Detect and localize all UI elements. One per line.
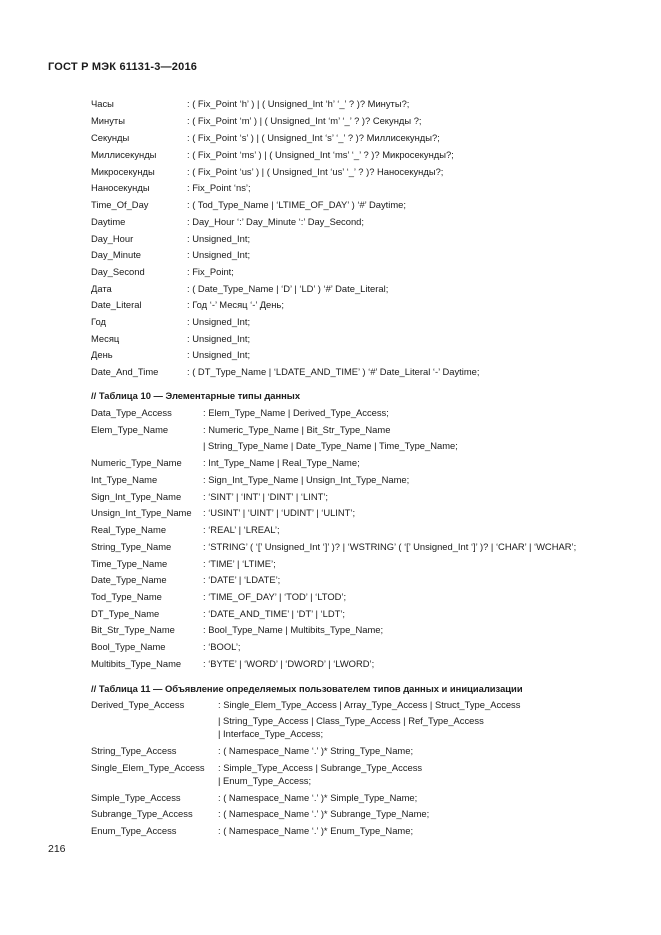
rule-definition: : ‘TIME_OF_DAY’ | ‘TOD’ | ‘LTOD’; <box>203 591 347 602</box>
rule-term: Unsign_Int_Type_Name <box>91 507 192 518</box>
rule-term: Миллисекунды <box>91 149 157 160</box>
rule-definition: : ( Namespace_Name ‘.’ )* Subrange_Type_Name; <box>218 808 430 819</box>
rule-definition: : ( Fix_Point ‘us’ ) | ( Unsigned_Int ‘us’ ‘_’ ? )? Наносекунды?; <box>187 166 444 177</box>
rule-definition: : ‘SINT’ | ‘INT’ | ‘DINT’ | ‘LINT’; <box>203 491 329 502</box>
rule-definition: : Single_Elem_Type_Access | Array_Type_Access | Struct_Type_Access <box>218 699 521 710</box>
rule-definition: | String_Type_Access | Class_Type_Access | Ref_Type_Access <box>218 715 484 726</box>
rule-definition: : ‘USINT’ | ‘UINT’ | ‘UDINT’ | ‘ULINT’; <box>203 507 356 518</box>
rule-term: День <box>91 349 113 360</box>
rule-definition: : ‘TIME’ | ‘LTIME’; <box>203 558 276 569</box>
rule-term: Date_And_Time <box>91 366 159 377</box>
rule-term: Elem_Type_Name <box>91 424 169 435</box>
rule-definition: : Fix_Point; <box>187 266 234 277</box>
rule-term: Микросекунды <box>91 166 155 177</box>
rule-term: Daytime <box>91 216 126 227</box>
rule-term: Bit_Str_Type_Name <box>91 624 175 635</box>
rule-definition: : Год ‘-’ Месяц ‘-’ День; <box>187 299 284 310</box>
rule-term: Секунды <box>91 132 130 143</box>
rule-definition: : ( Fix_Point ‘s’ ) | ( Unsigned_Int ‘s’ ‘_’ ? )? Миллисекунды?; <box>187 132 440 143</box>
rule-term: Минуты <box>91 115 125 126</box>
rule-term: Single_Elem_Type_Access <box>91 762 205 773</box>
rule-term: Derived_Type_Access <box>91 699 185 710</box>
document-header: ГОСТ Р МЭК 61131-3—2016 <box>48 61 198 73</box>
rule-term: Day_Second <box>91 266 145 277</box>
rule-definition: : Fix_Point ‘ns’; <box>187 182 251 193</box>
rule-definition: : ‘REAL’ | ‘LREAL’; <box>203 524 280 535</box>
rule-definition: : Unsigned_Int; <box>187 333 251 344</box>
rule-definition: : ‘DATE_AND_TIME’ | ‘DT’ | ‘LDT’; <box>203 608 346 619</box>
rule-definition: : Bool_Type_Name | Multibits_Type_Name; <box>203 624 384 635</box>
rule-definition: | Interface_Type_Access; <box>218 728 324 739</box>
rule-definition: : ‘BOOL’; <box>203 641 241 652</box>
rule-definition: | Enum_Type_Access; <box>218 775 312 786</box>
table-10-heading: // Таблица 10 — Элементарные типы данных <box>91 390 301 401</box>
rule-term: Subrange_Type_Access <box>91 808 193 819</box>
rule-term: Tod_Type_Name <box>91 591 162 602</box>
rule-definition: : Int_Type_Name | Real_Type_Name; <box>203 457 360 468</box>
rule-term: Day_Hour <box>91 233 134 244</box>
rule-term: Time_Type_Name <box>91 558 168 569</box>
rule-term: String_Type_Name <box>91 541 172 552</box>
rule-definition: : ( Namespace_Name ‘.’ )* Simple_Type_Name; <box>218 792 418 803</box>
rule-definition: : Elem_Type_Name | Derived_Type_Access; <box>203 407 389 418</box>
table-11-heading: // Таблица 11 — Объявление определяемых пользователем типов данных и инициализации <box>91 683 523 694</box>
rule-term: Int_Type_Name <box>91 474 158 485</box>
rule-definition: : Numeric_Type_Name | Bit_Str_Type_Name <box>203 424 391 435</box>
rule-definition: : ( Fix_Point ‘ms’ ) | ( Unsigned_Int ‘ms’ ‘_’ ? )? Микросекунды?; <box>187 149 454 160</box>
rule-term: Time_Of_Day <box>91 199 149 210</box>
rule-definition: : Unsigned_Int; <box>187 233 251 244</box>
rule-definition: : Unsigned_Int; <box>187 316 251 327</box>
rule-definition: : Unsigned_Int; <box>187 249 251 260</box>
rule-term: String_Type_Access <box>91 745 177 756</box>
rule-definition: : ‘DATE’ | ‘LDATE’; <box>203 574 281 585</box>
rule-term: Date_Literal <box>91 299 142 310</box>
rule-definition: : Simple_Type_Access | Subrange_Type_Access <box>218 762 423 773</box>
rule-term: Bool_Type_Name <box>91 641 166 652</box>
rule-definition: : ( Namespace_Name ‘.’ )* Enum_Type_Name; <box>218 825 414 836</box>
rule-definition: : ( Fix_Point ‘h’ ) | ( Unsigned_Int ‘h’ ‘_’ ? )? Минуты?; <box>187 98 410 109</box>
rule-definition: : ( Namespace_Name ‘.’ )* String_Type_Name; <box>218 745 414 756</box>
rule-term: Enum_Type_Access <box>91 825 177 836</box>
rule-term: DT_Type_Name <box>91 608 160 619</box>
rule-definition: : Unsigned_Int; <box>187 349 251 360</box>
rule-definition: : ‘STRING’ ( ‘[’ Unsigned_Int ‘]’ )? | ‘WSTRING’ ( ‘[’ Unsigned_Int ‘]’ )? | ‘CHAR’ | ‘WCHAR’; <box>203 541 577 552</box>
rule-term: Sign_Int_Type_Name <box>91 491 182 502</box>
rule-term: Real_Type_Name <box>91 524 167 535</box>
rule-term: Day_Minute <box>91 249 142 260</box>
rule-definition: : ( DT_Type_Name | ‘LDATE_AND_TIME’ ) ‘#’ Date_Literal ‘-’ Daytime; <box>187 366 480 377</box>
page-number: 216 <box>48 843 66 855</box>
rule-term: Data_Type_Access <box>91 407 172 418</box>
rule-definition: : ‘BYTE’ | ‘WORD’ | ‘DWORD’ | ‘LWORD’; <box>203 658 375 669</box>
rule-term: Date_Type_Name <box>91 574 167 585</box>
rule-term: Дата <box>91 283 112 294</box>
rule-term: Наносекунды <box>91 182 150 193</box>
rule-definition: : ( Date_Type_Name | ‘D’ | ‘LD’ ) ‘#’ Date_Literal; <box>187 283 389 294</box>
rule-definition: : Day_Hour ‘:’ Day_Minute ‘:’ Day_Second; <box>187 216 364 227</box>
rule-term: Multibits_Type_Name <box>91 658 182 669</box>
rule-definition: : Sign_Int_Type_Name | Unsign_Int_Type_Name; <box>203 474 410 485</box>
rule-definition: : ( Tod_Type_Name | ‘LTIME_OF_DAY’ ) ‘#’ Daytime; <box>187 199 406 210</box>
rule-term: Год <box>91 316 106 327</box>
rule-definition: : ( Fix_Point ‘m’ ) | ( Unsigned_Int ‘m’ ‘_’ ? )? Секунды ?; <box>187 115 422 126</box>
rule-term: Часы <box>91 98 114 109</box>
rule-term: Simple_Type_Access <box>91 792 181 803</box>
rule-definition: | String_Type_Name | Date_Type_Name | Time_Type_Name; <box>203 440 458 451</box>
rule-term: Месяц <box>91 333 120 344</box>
rule-term: Numeric_Type_Name <box>91 457 182 468</box>
